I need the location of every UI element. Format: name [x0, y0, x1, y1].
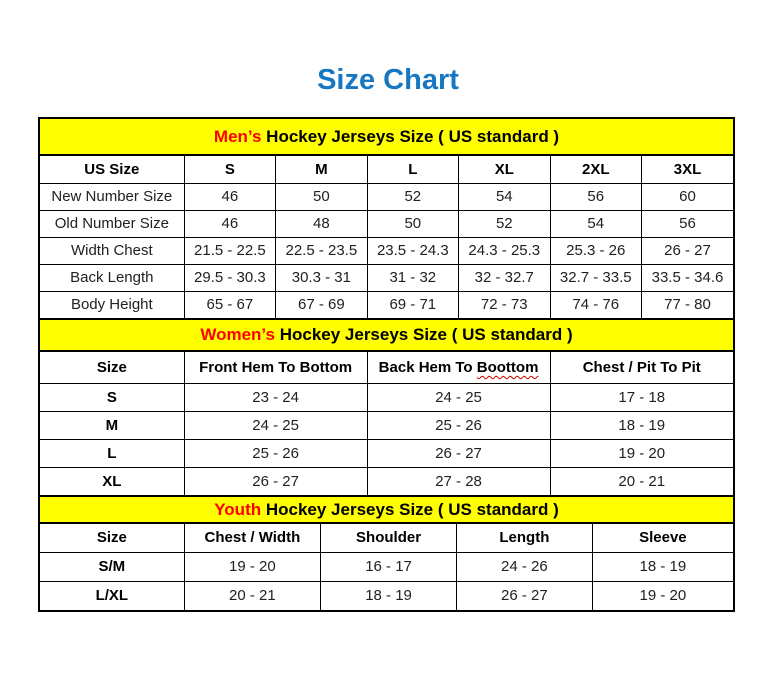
column-header: Front Hem To Bottom — [184, 352, 367, 383]
row-label: New Number Size — [40, 183, 184, 210]
table-row — [40, 291, 733, 318]
table-row — [40, 183, 733, 210]
row-label: XL — [40, 467, 184, 495]
youth-banner-highlight: Youth — [214, 499, 262, 519]
size-value: 19 - 20 — [592, 581, 733, 610]
size-value: 20 - 21 — [550, 467, 733, 495]
size-value: 46 — [184, 210, 275, 237]
row-label: M — [40, 411, 184, 439]
size-value: 20 - 21 — [184, 581, 321, 610]
size-value: 24 - 25 — [184, 411, 367, 439]
misspelled-word: Boottom — [476, 358, 539, 376]
size-value: 26 - 27 — [456, 581, 592, 610]
table-row — [40, 581, 733, 610]
size-value: 52 — [459, 210, 550, 237]
youth-size-table — [40, 524, 733, 610]
womens-size-table — [40, 352, 733, 495]
size-value: 25 - 26 — [367, 411, 550, 439]
column-header: 3XL — [641, 156, 733, 183]
table-row — [40, 210, 733, 237]
mens-banner — [40, 119, 733, 156]
table-row — [40, 383, 733, 411]
table-row — [40, 467, 733, 495]
size-value: 50 — [367, 210, 458, 237]
size-value: 18 - 19 — [321, 581, 457, 610]
size-value: 74 - 76 — [550, 291, 641, 318]
size-value: 60 — [641, 183, 733, 210]
page-title: Size Chart — [317, 64, 459, 96]
size-value: 16 - 17 — [321, 552, 457, 581]
header-row — [40, 524, 733, 552]
table-row — [40, 411, 733, 439]
youth-section — [40, 495, 733, 610]
row-label: Back Length — [40, 264, 184, 291]
row-label: S/M — [40, 552, 184, 581]
youth-banner-text: Hockey Jerseys Size ( US standard ) — [261, 499, 559, 519]
size-value: 65 - 67 — [184, 291, 275, 318]
size-value: 32 - 32.7 — [459, 264, 550, 291]
size-value: 32.7 - 33.5 — [550, 264, 641, 291]
womens-banner-highlight: Women’s — [200, 325, 275, 344]
size-value: 17 - 18 — [550, 383, 733, 411]
column-header: US Size — [40, 156, 184, 183]
size-value: 54 — [550, 210, 641, 237]
size-value: 77 - 80 — [641, 291, 733, 318]
size-value: 26 - 27 — [367, 439, 550, 467]
size-value: 56 — [641, 210, 733, 237]
size-value: 21.5 - 22.5 — [184, 237, 275, 264]
size-value: 29.5 - 30.3 — [184, 264, 275, 291]
size-value: 46 — [184, 183, 275, 210]
size-value: 25 - 26 — [184, 439, 367, 467]
column-header: S — [184, 156, 275, 183]
header-row — [40, 352, 733, 383]
row-label: Old Number Size — [40, 210, 184, 237]
mens-banner-highlight: Men’s — [213, 126, 262, 146]
size-value: 54 — [459, 183, 550, 210]
row-label: L — [40, 439, 184, 467]
size-value: 24.3 - 25.3 — [459, 237, 550, 264]
mens-banner-text: Hockey Jerseys Size ( US standard ) — [261, 126, 560, 146]
row-label: Width Chest — [40, 237, 184, 264]
size-value: 52 — [367, 183, 458, 210]
size-value: 48 — [276, 210, 367, 237]
youth-banner — [40, 495, 733, 524]
size-value: 18 - 19 — [550, 411, 733, 439]
header-row — [40, 156, 733, 183]
row-label: S — [40, 383, 184, 411]
size-value: 30.3 - 31 — [276, 264, 367, 291]
size-value: 24 - 26 — [456, 552, 592, 581]
column-header: Size — [40, 524, 184, 552]
size-value: 26 - 27 — [641, 237, 733, 264]
mens-section — [40, 119, 733, 318]
size-value: 19 - 20 — [550, 439, 733, 467]
size-value: 18 - 19 — [592, 552, 733, 581]
size-value: 33.5 - 34.6 — [641, 264, 733, 291]
row-label: L/XL — [40, 581, 184, 610]
table-row — [40, 439, 733, 467]
womens-banner — [40, 318, 733, 352]
size-value: 72 - 73 — [459, 291, 550, 318]
column-header — [367, 352, 550, 383]
table-row — [40, 264, 733, 291]
size-chart-container — [38, 117, 735, 612]
column-header: Length — [456, 524, 592, 552]
size-value: 24 - 25 — [367, 383, 550, 411]
size-value: 27 - 28 — [367, 467, 550, 495]
size-value: 22.5 - 23.5 — [276, 237, 367, 264]
size-value: 50 — [276, 183, 367, 210]
column-header: 2XL — [550, 156, 641, 183]
size-value: 67 - 69 — [276, 291, 367, 318]
size-value: 19 - 20 — [184, 552, 321, 581]
table-row — [40, 552, 733, 581]
column-header: XL — [459, 156, 550, 183]
mens-size-table — [40, 156, 733, 318]
column-header-text: Back Hem To — [378, 358, 477, 376]
table-row — [40, 237, 733, 264]
column-header: Size — [40, 352, 184, 383]
womens-banner-text: Hockey Jerseys Size ( US standard ) — [274, 325, 573, 344]
womens-section — [40, 318, 733, 495]
size-value: 23 - 24 — [184, 383, 367, 411]
row-label: Body Height — [40, 291, 184, 318]
size-value: 23.5 - 24.3 — [367, 237, 458, 264]
column-header: M — [276, 156, 367, 183]
column-header: Shoulder — [321, 524, 457, 552]
size-value: 69 - 71 — [367, 291, 458, 318]
column-header: Chest / Pit To Pit — [550, 352, 733, 383]
size-value: 25.3 - 26 — [550, 237, 641, 264]
size-value: 31 - 32 — [367, 264, 458, 291]
size-value: 26 - 27 — [184, 467, 367, 495]
size-value: 56 — [550, 183, 641, 210]
column-header: Sleeve — [592, 524, 733, 552]
column-header: L — [367, 156, 458, 183]
column-header: Chest / Width — [184, 524, 321, 552]
